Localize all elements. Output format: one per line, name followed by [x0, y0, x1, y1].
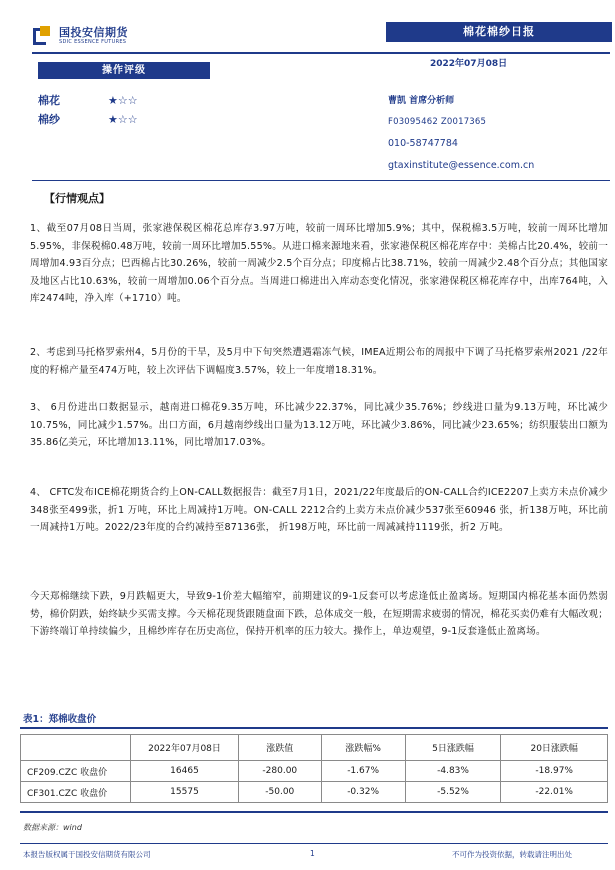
rating-row-cotton — [38, 92, 138, 108]
table-title: 表1：郑棉收盘价 — [23, 714, 97, 725]
paragraph-3: 3、 6月份进出口数据显示，越南进口棉花9.35万吨，环比减少22.37%，同比减少35.76%；纱线进口量为9.13万吨，环比减少10.75%，同比减少1.57%。出口方面，6月越南纱线出口量为13.12万吨，环比减少3.86%，同比减少23.65%；纺织服装出口额为35.86亿美元，环比增加13.11%，同比增加17.03%。 — [30, 402, 608, 449]
section-heading: 【行情观点】 — [44, 192, 110, 205]
table-header-cell: 涨跌值 — [239, 735, 322, 761]
table-cell: -22.01% — [501, 782, 608, 803]
table-header-cell: 5日涨跌幅 — [405, 735, 501, 761]
table-cell: -1.67% — [321, 761, 405, 782]
rating-name: 棉花 — [38, 94, 60, 107]
rating-name: 棉纱 — [38, 113, 60, 126]
table-header-row — [21, 735, 608, 761]
table-header-cell: 涨跌幅% — [321, 735, 405, 761]
analyst-phone: 010-58747784 — [388, 138, 458, 149]
paragraph-1: 1、截至07月08日当周，张家港保税区棉花总库存3.97万吨，较前一周环比增加5.9%；其中，保税棉3.5万吨，较前一周环比增加5.95%，非保税棉0.48万吨，较前一周环比增加5.55%。从进口棉来源地来看，张家港保税区棉花库存中：美棉占比20.4%，较前一周增加4.93百分点；巴西棉占比30.26%，较前一周减少2.5个百分点；印度棉占比38.71%，较前一周减少2.48个百分点；其他国家及地区占比10.63%，较前一周增加0.06个百分点。当周进口棉进出入库动态变化情况，张家港保税区棉花库存中，出库764吨，入库2474吨，净入库（+1710）吨。 — [30, 223, 608, 305]
page-number: 1 — [310, 849, 315, 858]
star-rating-icon: ★☆☆ — [108, 112, 138, 126]
paragraph-4: 4、 CFTC发布ICE棉花期货合约上ON-CALL数据报告：截至7月1日，2021/22年度最后的ON-CALL合约ICE2207上卖方未点价减少348张至499张，折1 万吨，环比上周减持1万吨。ON-CALL 2212合约上卖方未点价减少537张至60946 张，折138万吨，环比前一周减持1万吨。2022/23年度的合约减持至87136张， 折198万吨，环比前一周减减持1119张，折2 万吨。 — [30, 487, 608, 534]
table-cell: -5.52% — [405, 782, 501, 803]
report-title: 棉花棉纱日报 — [386, 22, 612, 42]
logo-name-cn: 国投安信期货 — [59, 25, 128, 39]
table-top-rule — [20, 727, 608, 729]
table-row — [21, 761, 608, 782]
analyst-email: gtaxinstitute@essence.com.cn — [388, 160, 535, 171]
table-cell: 15575 — [131, 782, 239, 803]
table-cell: -50.00 — [239, 782, 322, 803]
footer-divider — [20, 843, 608, 844]
analyst-license: F03095462 Z0017365 — [388, 117, 487, 127]
table-cell: -18.97% — [501, 761, 608, 782]
table-cell: CF301.CZC 收盘价 — [21, 782, 131, 803]
analyst-name: 曹凯 首席分析师 — [388, 96, 455, 106]
rating-row-yarn — [38, 111, 138, 127]
data-source: 数据来源：wind — [23, 823, 82, 832]
table-header-cell: 2022年07月08日 — [131, 735, 239, 761]
footer-copyright: 本报告版权属于国投安信期货有限公司 — [23, 850, 151, 859]
paragraph-2: 2、考虑到马托格罗索州4，5月份的干旱，及5月中下旬突然遭遇霜冻气候，IMEA近期公布的周报中下调了马托格罗索州2021 /22年度的籽棉产量至474万吨，较上次评估下调幅度3.57%，较上一年度增18.31%。 — [30, 347, 608, 376]
table-bottom-rule — [20, 811, 608, 813]
table-row — [21, 782, 608, 803]
star-rating-icon: ★☆☆ — [108, 93, 138, 107]
header-divider — [32, 52, 610, 54]
table-cell: CF209.CZC 收盘价 — [21, 761, 131, 782]
table-cell: -4.83% — [405, 761, 501, 782]
footer-disclaimer: 不可作为投资依据，转载请注明出处 — [452, 850, 572, 859]
table-cell: -0.32% — [321, 782, 405, 803]
closing-price-table — [20, 734, 608, 803]
paragraph-5: 今天郑棉继续下跌，9月跌幅更大，导致9-1价差大幅缩窄，前期建议的9-1反套可以考虑逢低止盈离场。短期国内棉花基本面仍然弱势，棉价阴跌，始终缺少买需支撑。今天棉花现货跟随盘面下跌，总体成交一般，在短期需求疲弱的情况，棉花买卖仍难有大幅改观；下游终端订单持续偏少，且棉纱库存在历史高位，保持开机率的压力较大。操作上，单边观望，9-1反套逢低止盈离场。 — [30, 591, 608, 638]
logo-mark-icon — [33, 26, 53, 46]
logo-name-en: SDIC ESSENCE FUTURES — [59, 38, 127, 45]
table-header-cell: 20日涨跌幅 — [501, 735, 608, 761]
company-logo — [33, 26, 128, 46]
report-date: 2022年07月08日 — [430, 59, 508, 69]
table-header-cell — [21, 735, 131, 761]
section-divider — [32, 180, 610, 181]
table-cell: 16465 — [131, 761, 239, 782]
operation-rating-label: 操作评级 — [38, 62, 210, 79]
table-cell: -280.00 — [239, 761, 322, 782]
